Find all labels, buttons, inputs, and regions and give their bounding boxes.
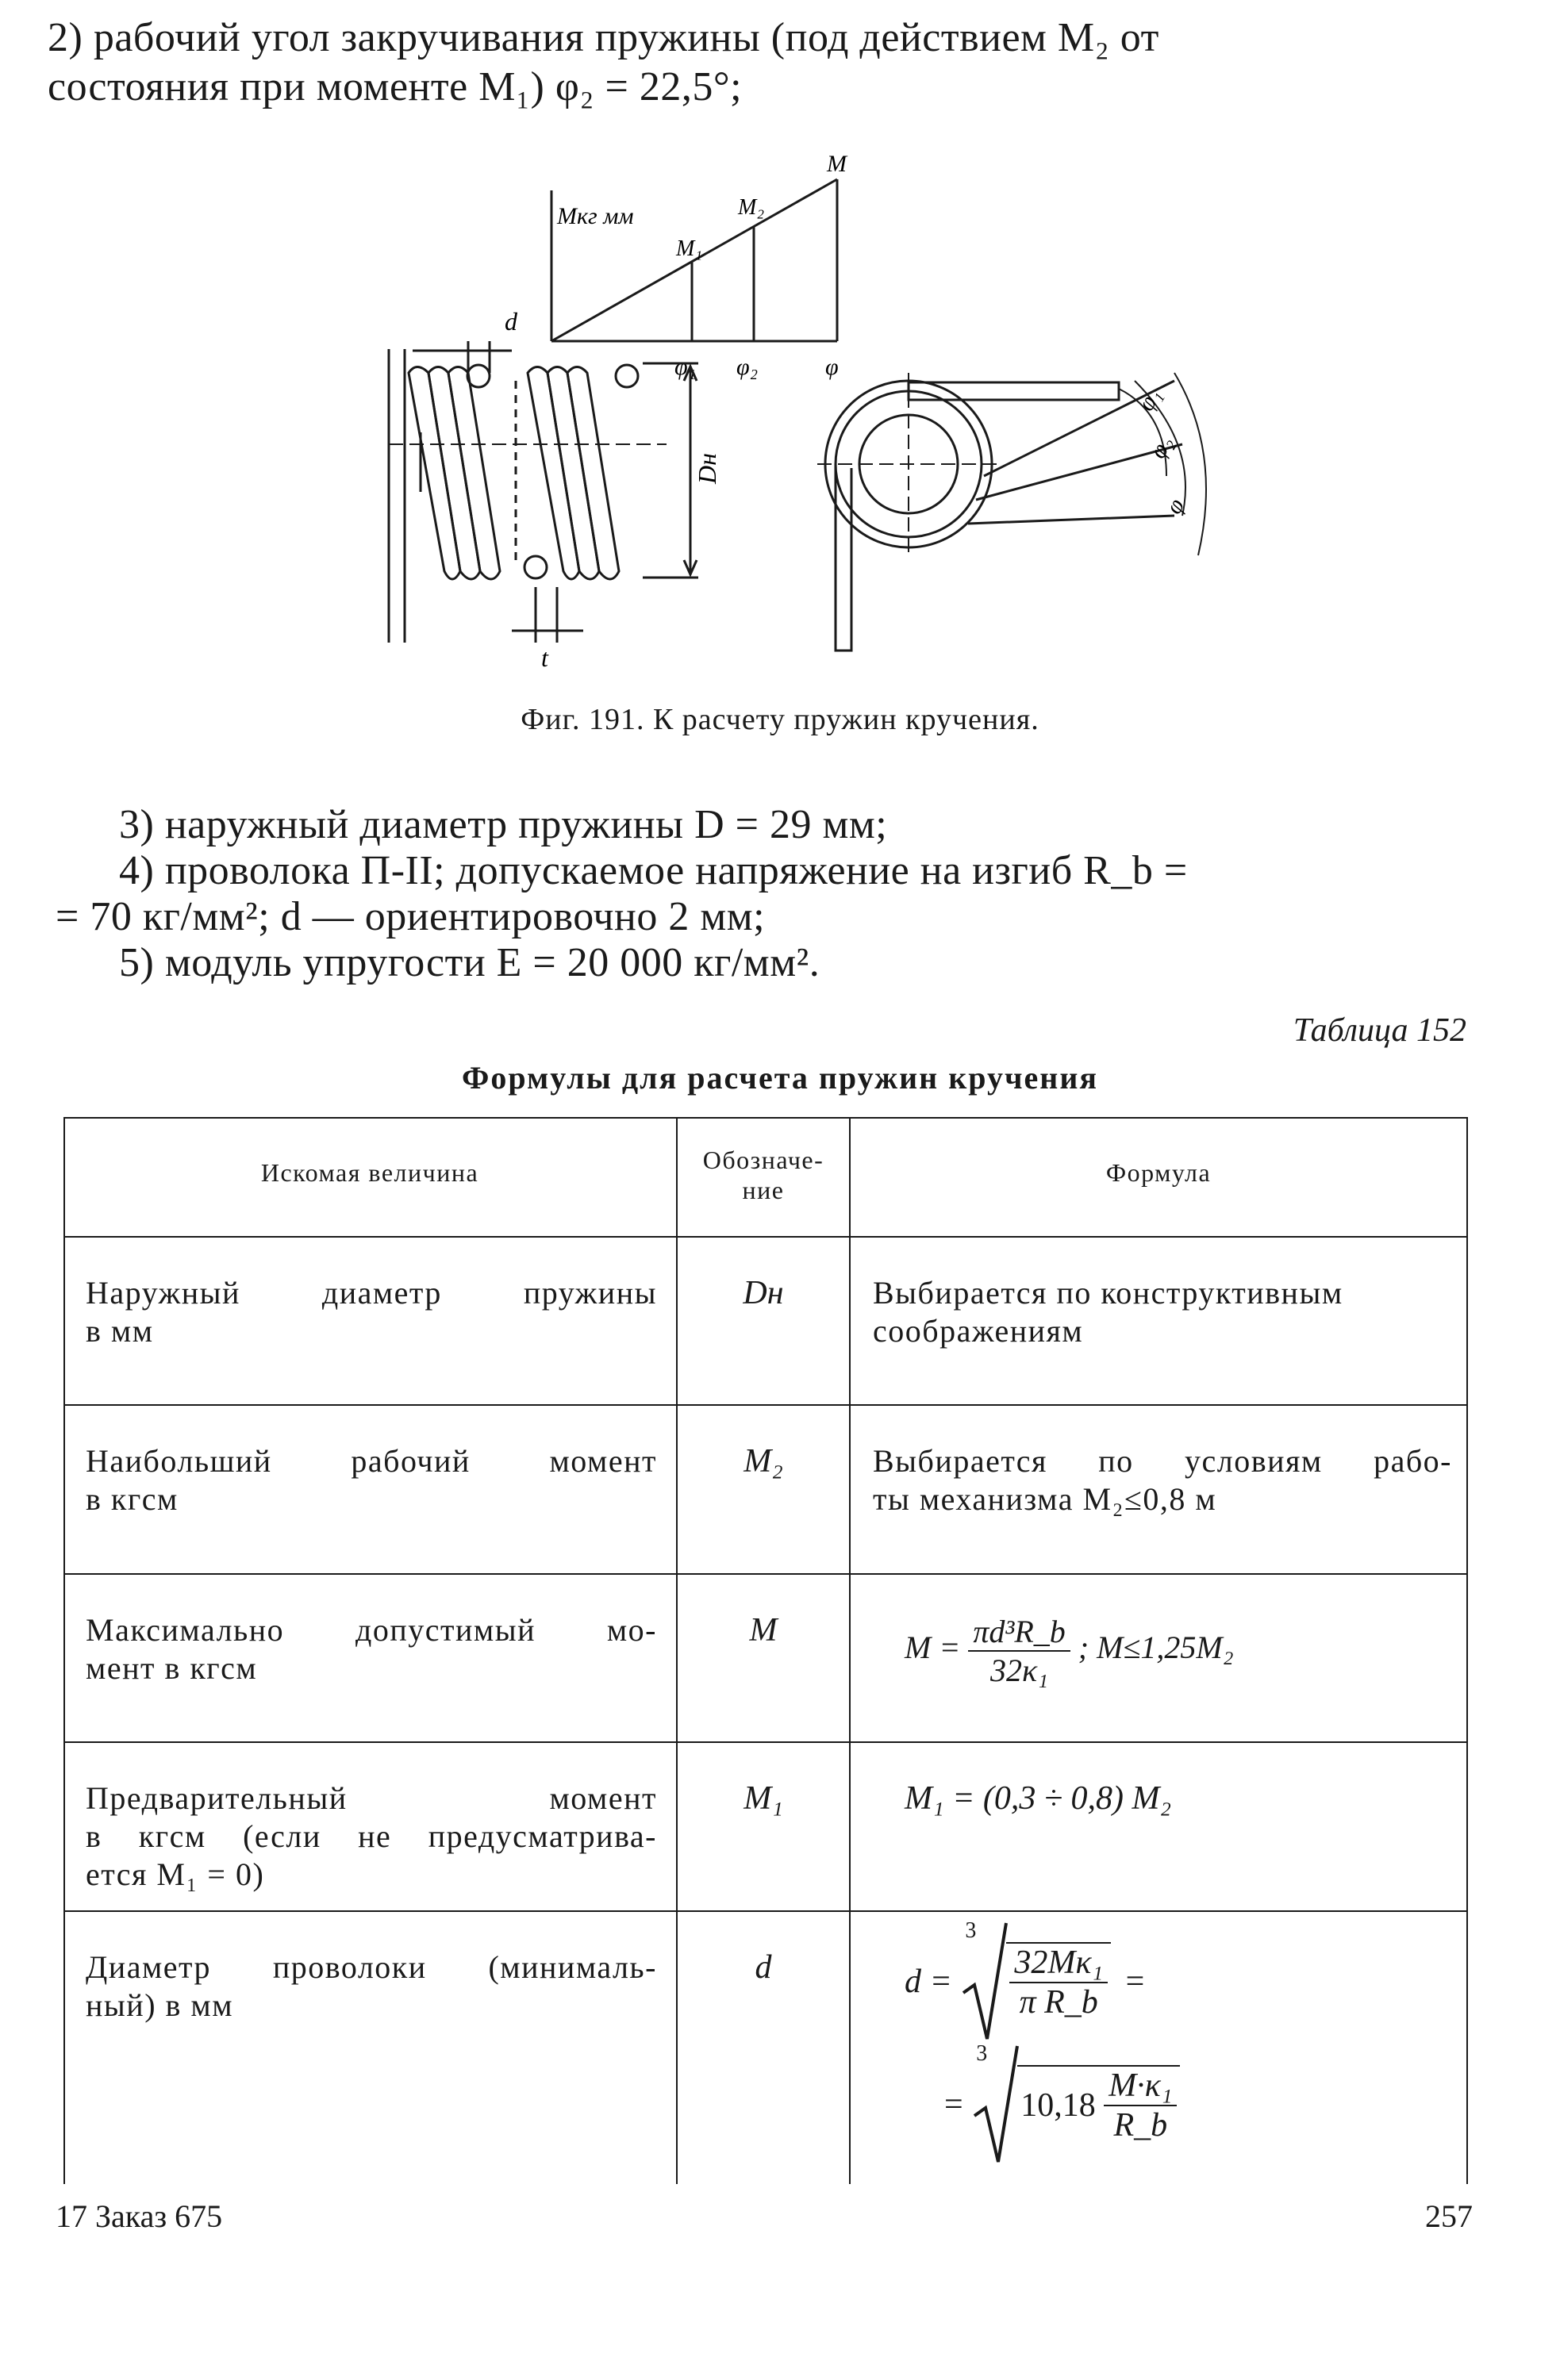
- paragraph-2-line-2: состояния при моменте M₁) φ₂ = 22,5°;: [48, 64, 743, 109]
- table-number: Таблица 152: [1293, 1012, 1466, 1049]
- spring-side-view: [389, 341, 698, 643]
- graph-m-label: M: [827, 151, 847, 177]
- radical-sign-icon: [971, 2044, 1019, 2163]
- row3-quantity-line1: Максимально допустимый мо-: [86, 1612, 657, 1648]
- spring-end-view: [817, 373, 1206, 651]
- figure-191: [341, 143, 1238, 690]
- row4-quantity-line1: Предварительный момент: [86, 1780, 657, 1816]
- row5-formula-denominator1: π R_b: [1019, 1984, 1098, 2021]
- row3-formula-numerator: πd³R_b: [968, 1613, 1070, 1652]
- row4-quantity-line2: в кгсм (если не предусматрива-: [86, 1818, 657, 1854]
- table-row: [63, 1404, 1468, 1573]
- graph-phi-label: φ: [825, 354, 839, 380]
- row5-quantity-line1: Диаметр проволоки (минималь-: [86, 1949, 657, 1985]
- graph-m2-label: M₂: [738, 195, 765, 220]
- row5-cube-root-2: [971, 2041, 1180, 2144]
- row5-formula-line2: [944, 2041, 1180, 2144]
- spring-dn-label: Dн: [693, 453, 721, 484]
- paragraph-4-line-2: = 70 кг/мм²; d — ориентировочно 2 мм;: [56, 894, 766, 939]
- table-row: [63, 1236, 1468, 1404]
- row5-formula-line1: [905, 1918, 1145, 2021]
- row2-formula-line2: ты механизма M₂≤0,8 м: [873, 1481, 1217, 1517]
- row4-symbol: M₁: [743, 1780, 783, 1817]
- row5-formula-numerator1: 32Mκ₁: [1009, 1944, 1108, 1983]
- table-row: [63, 1741, 1468, 1910]
- row5-symbol: d: [755, 1949, 772, 1986]
- table-row: [63, 1573, 1468, 1741]
- page-number: 257: [1425, 2198, 1473, 2234]
- row2-quantity-line2: в кгсм: [86, 1481, 179, 1517]
- row5-formula-lhs2: =: [944, 2086, 963, 2123]
- table-title: Формулы для расчета пружин кручения: [461, 1060, 1099, 1096]
- spring-d-label: d: [505, 307, 517, 336]
- row5-formula-coef: 10,18: [1020, 2087, 1096, 2124]
- graph-phi1-label: φ₁: [674, 354, 697, 380]
- row3-quantity-line2: мент в кгсм: [86, 1650, 258, 1686]
- row3-formula-denominator: 32κ₁: [989, 1653, 1049, 1688]
- row3-formula: [905, 1613, 1234, 1689]
- spring-t-label: t: [541, 643, 548, 672]
- figure-caption: Фиг. 191. К расчету пружин кручения.: [521, 703, 1039, 736]
- row3-formula-lhs: M =: [905, 1630, 961, 1666]
- end-view-phi2-label: φ₂: [1144, 431, 1178, 463]
- row5-formula-numerator2: M·κ₁: [1104, 2067, 1177, 2106]
- graph-axis-label: Мкг мм: [557, 203, 634, 229]
- row3-formula-rest: ; M≤1,25M₂: [1078, 1630, 1234, 1666]
- row2-formula-line1: Выбирается по условиям рабо-: [873, 1443, 1452, 1479]
- paragraph-5: 5) модуль упругости E = 20 000 кг/мм².: [119, 940, 820, 985]
- row2-symbol: M₂: [743, 1443, 783, 1480]
- header-symbol: Обозначе- ние: [702, 1146, 824, 1204]
- row1-quantity-line1: Наружный диаметр пружины: [86, 1275, 657, 1311]
- paragraph-3: 3) наружный диаметр пружины D = 29 мм;: [119, 802, 888, 847]
- row3-symbol: M: [749, 1612, 778, 1649]
- row5-formula-denominator2: R_b: [1113, 2107, 1168, 2144]
- row5-quantity-line2: ный) в мм: [86, 1987, 234, 2023]
- row1-quantity-line2: в мм: [86, 1313, 154, 1349]
- header-quantity: Искомая величина: [260, 1158, 479, 1187]
- row2-quantity-line1: Наибольший рабочий момент: [86, 1443, 657, 1479]
- radical-sign-icon: [960, 1921, 1008, 2040]
- paragraph-2-line-1: 2) рабочий угол закручивания пружины (под действием M₂ от: [48, 15, 1159, 60]
- row3-formula-fraction: [968, 1613, 1070, 1689]
- graph-phi2-label: φ₂: [736, 354, 759, 380]
- footer-order: 17 Заказ 675: [56, 2198, 223, 2234]
- row5-cube-root-1: [960, 1918, 1111, 2021]
- row5-root-index-2: 3: [976, 2041, 988, 2066]
- row5-root-index-1: 3: [965, 1918, 977, 1943]
- row5-formula-lhs1: d =: [905, 1964, 952, 2000]
- paragraph-4-line-1: 4) проволока П-II; допускаемое напряжение на изгиб R_b =: [119, 848, 1188, 893]
- row1-formula-line2: соображениям: [873, 1313, 1084, 1349]
- row1-symbol: Dн: [743, 1275, 784, 1311]
- graph-m1-label: M₁: [676, 236, 703, 261]
- row1-formula-line1: Выбирается по конструктивным: [873, 1275, 1343, 1311]
- end-view-phi1-label: φ₁: [1132, 383, 1166, 416]
- formula-table: [63, 1117, 1468, 2184]
- header-formula: Формула: [1105, 1158, 1212, 1187]
- row5-formula-eq: =: [1125, 1964, 1145, 2000]
- row4-quantity-line3: ется M₁ = 0): [86, 1856, 265, 1892]
- row4-formula: M₁ = (0,3 ÷ 0,8) M₂: [905, 1780, 1172, 1817]
- end-view-phi-label: φ: [1160, 493, 1190, 519]
- table-row: [63, 1910, 1468, 2184]
